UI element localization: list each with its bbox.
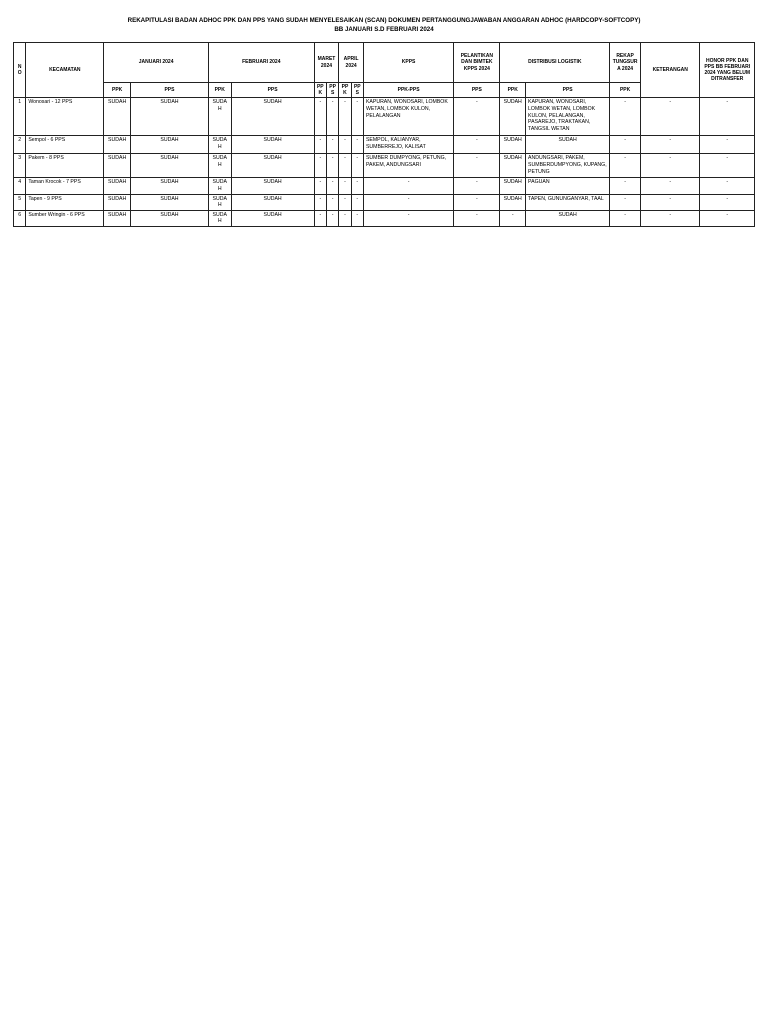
cell-mar-pps: - [326,98,338,136]
cell-pelantikan: - [454,136,500,154]
header-februari: FEBRUARI 2024 [208,43,314,83]
table-row [14,178,755,194]
cell-no: 6 [14,210,26,226]
cell-feb-pps: SUDAH [231,178,314,194]
cell-feb-ppk: SUDAH [208,194,231,210]
cell-kecamatan: Pakem - 8 PPS [26,154,104,178]
cell-pelantikan: - [454,154,500,178]
cell-apr-pps: - [351,136,363,154]
cell-kpps: - [363,210,453,226]
cell-feb-ppk: SUDAH [208,154,231,178]
cell-no: 1 [14,98,26,136]
cell-feb-ppk: SUDAH [208,210,231,226]
table-row [14,194,755,210]
cell-pelantikan: - [454,210,500,226]
cell-feb-ppk: SUDAH [208,98,231,136]
cell-pelantikan: - [454,98,500,136]
cell-apr-ppk: - [339,210,351,226]
sub-feb-ppk: PPK [208,83,231,98]
title-line-2: BB JANUARI S.D FEBRUARI 2024 [334,26,434,33]
cell-keterangan: - [640,136,700,154]
cell-apr-ppk: - [339,154,351,178]
header-keterangan: KETERANGAN [640,43,700,98]
cell-jan-ppk: SUDAH [104,178,131,194]
cell-keterangan: - [640,178,700,194]
cell-jan-pps: SUDAH [130,136,208,154]
cell-jan-ppk: SUDAH [104,98,131,136]
cell-kpps: SEMPOL, KALIANYAR, SUMBERREJO, KALISAT [363,136,453,154]
cell-kecamatan: Sumber Wringin - 6 PPS [26,210,104,226]
cell-dist-ppk: SUDAH [500,98,526,136]
cell-feb-pps: SUDAH [231,210,314,226]
cell-rekap: - [610,98,641,136]
sub-mar-ppk: PPK [314,83,326,98]
cell-jan-pps: SUDAH [130,98,208,136]
sub-feb-pps: PPS [231,83,314,98]
cell-kpps: - [363,194,453,210]
cell-pelantikan: - [454,178,500,194]
cell-jan-pps: SUDAH [130,154,208,178]
cell-mar-pps: - [326,154,338,178]
cell-mar-pps: - [326,210,338,226]
cell-jan-ppk: SUDAH [104,136,131,154]
cell-no: 5 [14,194,26,210]
cell-apr-ppk: - [339,194,351,210]
cell-feb-ppk: SUDAH [208,136,231,154]
table-row [14,136,755,154]
cell-kecamatan: Taman Krocok - 7 PPS [26,178,104,194]
cell-honor: - [700,210,755,226]
header-kpps: KPPS [363,43,453,83]
header-distribusi: DISTRIBUSI LOGISTIK [500,43,610,83]
cell-mar-ppk: - [314,154,326,178]
cell-mar-pps: - [326,136,338,154]
header-kecamatan: KECAMATAN [26,43,104,98]
recap-table [13,42,755,227]
cell-dist-pps: ANDUNGSARI, PAKEM, SUMBERDUMPYONG, KUPANG, PETUNG [526,154,610,178]
cell-kecamatan: Sempol - 6 PPS [26,136,104,154]
cell-keterangan: - [640,210,700,226]
sub-jan-ppk: PPK [104,83,131,98]
header-april: APRIL 2024 [339,43,364,83]
cell-no: 3 [14,154,26,178]
cell-dist-ppk: SUDAH [500,178,526,194]
cell-feb-pps: SUDAH [231,136,314,154]
cell-kpps: SUMBER DUMPYONG, PETUNG, PAKEM, ANDUNGSARI [363,154,453,178]
sub-jan-pps: PPS [130,83,208,98]
cell-apr-pps: - [351,178,363,194]
cell-mar-pps: - [326,194,338,210]
header-no: NO [14,43,26,98]
cell-jan-pps: SUDAH [130,210,208,226]
cell-keterangan: - [640,154,700,178]
cell-rekap: - [610,136,641,154]
cell-dist-ppk: SUDAH [500,194,526,210]
cell-dist-pps: PAGUAN [526,178,610,194]
cell-dist-pps: SUDAH [526,210,610,226]
cell-apr-ppk: - [339,136,351,154]
sub-apr-ppk: PPK [339,83,351,98]
cell-dist-pps: TAPEN, GUNUNGANYAR, TAAL [526,194,610,210]
cell-dist-ppk: - [500,210,526,226]
cell-mar-ppk: - [314,136,326,154]
cell-mar-pps: - [326,178,338,194]
sub-dist-ppk: PPK [500,83,526,98]
cell-apr-ppk: - [339,98,351,136]
title-line-1: REKAPITULASI BADAN ADHOC PPK DAN PPS YANG SUDAH MENYELESAIKAN (SCAN) DOKUMEN PERTANGGUNGJAWABAN ANGGARAN ADHOC (HARDCOPY-SOFTCOPY) [127,17,641,24]
cell-honor: - [700,154,755,178]
document-title [0,16,768,34]
cell-jan-ppk: SUDAH [104,210,131,226]
cell-apr-pps: - [351,154,363,178]
cell-keterangan: - [640,194,700,210]
cell-rekap: - [610,194,641,210]
cell-kecamatan: Wonosari - 12 PPS [26,98,104,136]
cell-mar-ppk: - [314,194,326,210]
cell-mar-ppk: - [314,178,326,194]
cell-kecamatan: Tapen - 9 PPS [26,194,104,210]
sub-dist-pps: PPS [526,83,610,98]
cell-mar-ppk: - [314,210,326,226]
cell-honor: - [700,178,755,194]
cell-jan-pps: SUDAH [130,194,208,210]
table-row [14,154,755,178]
header-januari: JANUARI 2024 [104,43,209,83]
cell-dist-ppk: SUDAH [500,154,526,178]
cell-no: 2 [14,136,26,154]
sub-kpps: PPK-PPS [363,83,453,98]
cell-keterangan: - [640,98,700,136]
cell-jan-ppk: SUDAH [104,154,131,178]
cell-honor: - [700,194,755,210]
cell-feb-ppk: SUDAH [208,178,231,194]
sub-mar-pps: PPS [326,83,338,98]
cell-kpps: KAPURAN, WONOSARI, LOMBOK WETAN, LOMBOK KULON, PELALANGAN [363,98,453,136]
cell-apr-pps: - [351,210,363,226]
sub-pelantikan: PPS [454,83,500,98]
cell-rekap: - [610,154,641,178]
header-rekap: REKAP TUNGSURA 2024 [610,43,641,83]
cell-feb-pps: SUDAH [231,98,314,136]
cell-apr-pps: - [351,98,363,136]
cell-rekap: - [610,210,641,226]
cell-jan-ppk: SUDAH [104,194,131,210]
cell-honor: - [700,136,755,154]
sub-rekap: PPK [610,83,641,98]
cell-mar-ppk: - [314,98,326,136]
cell-dist-ppk: SUDAH [500,136,526,154]
cell-dist-pps: SUDAH [526,136,610,154]
cell-apr-ppk: - [339,178,351,194]
cell-rekap: - [610,178,641,194]
header-pelantikan: PELANTIKAN DAN BIMTEK KPPS 2024 [454,43,500,83]
sub-apr-pps: PPS [351,83,363,98]
cell-feb-pps: SUDAH [231,194,314,210]
table-row [14,98,755,136]
cell-kpps: - [363,178,453,194]
cell-honor: - [700,98,755,136]
cell-dist-pps: KAPURAN, WONOSARI, LOMBOK WETAN, LOMBOK KULON, PELALANGAN, PASAREJO, TRAKTAKAN, TANGSIL WETAN [526,98,610,136]
header-honor: HONOR PPK DAN PPS BB FEBRUARI 2024 YANG BELUM DITRANSFER [700,43,755,98]
cell-no: 4 [14,178,26,194]
cell-pelantikan: - [454,194,500,210]
header-maret: MARET 2024 [314,43,339,83]
cell-feb-pps: SUDAH [231,154,314,178]
cell-apr-pps: - [351,194,363,210]
table-row [14,210,755,226]
cell-jan-pps: SUDAH [130,178,208,194]
